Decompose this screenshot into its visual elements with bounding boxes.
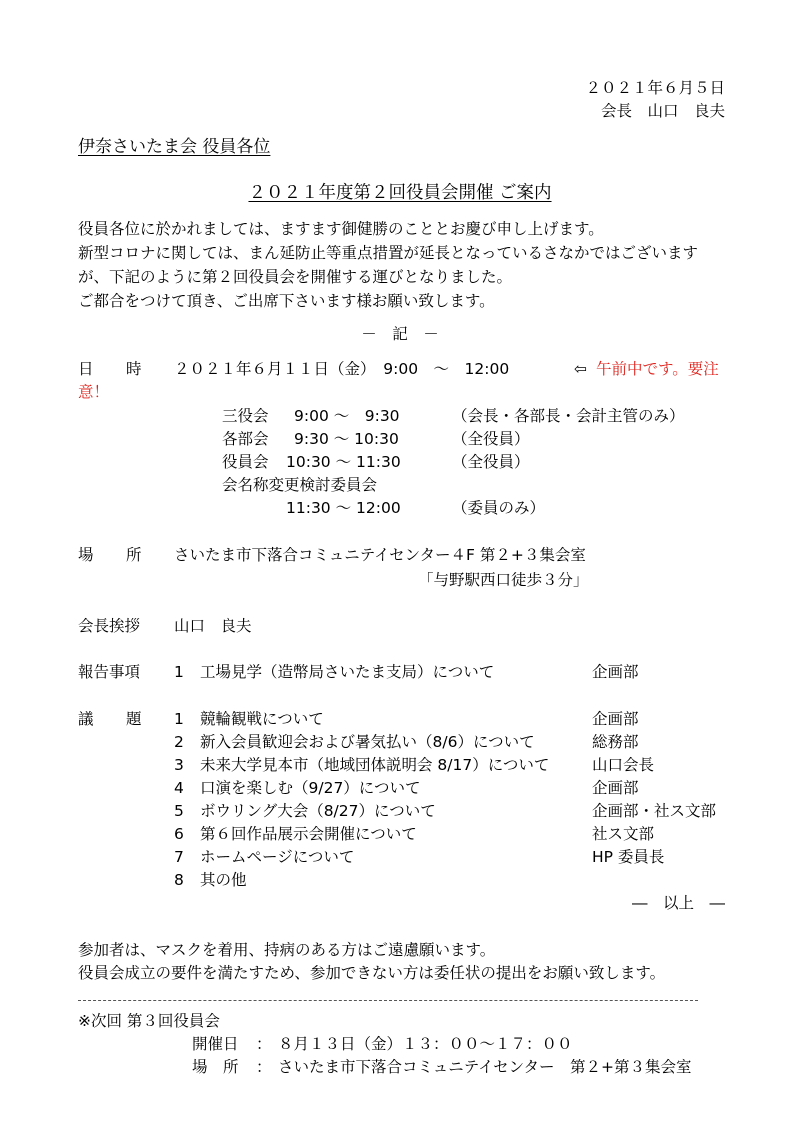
- agenda-text: 競輪観戦について: [200, 710, 324, 728]
- agenda-no: 6: [174, 825, 184, 843]
- place-access: 「与野駅西口徒歩３分」: [418, 571, 589, 589]
- document-title: ２０２１年度第２回役員会開催 ご案内: [248, 183, 552, 203]
- next-heading: ※次回 第３回役員会: [78, 1012, 220, 1030]
- next-date-value: ８月１３日（金）１３：００～１７：００: [278, 1035, 573, 1053]
- schedule-who: （会長・各部長・会計主管のみ）: [452, 407, 685, 425]
- schedule-time: 9:00 ～ 9:30: [294, 407, 400, 425]
- agenda-no: 5: [174, 802, 184, 820]
- agenda-dept: 企画部: [592, 779, 639, 797]
- schedule-who: （委員のみ）: [452, 499, 546, 517]
- agenda-label-2: 題: [126, 710, 142, 728]
- agenda-no: 7: [174, 848, 184, 866]
- schedule-name: 各部会: [222, 430, 269, 448]
- report-text: 工場見学（造幣局さいたま支局）について: [200, 663, 495, 681]
- note-line: 参加者は、マスクを着用、持病のある方はご遠慮願います。: [78, 941, 496, 959]
- agenda-no: 4: [174, 779, 184, 797]
- agenda-text: 未来大学見本市（地域団体説明会 8/17）について: [200, 756, 550, 774]
- agenda-no: 3: [174, 756, 184, 774]
- left-arrow-icon: ⇦: [574, 360, 587, 378]
- agenda-text: 第６回作品展示会開催について: [200, 825, 417, 843]
- agenda-dept: HP 委員長: [592, 848, 665, 866]
- next-place-label: 場 所: [192, 1058, 239, 1076]
- ki-heading: － 記 －: [361, 325, 439, 343]
- agenda-text: ホームページについて: [200, 848, 355, 866]
- intro-line: 新型コロナに関しては、まん延防止等重点措置が延長となっているさなかではございます: [78, 244, 699, 262]
- intro-line: 役員各位に於かれましては、ますます御健勝のこととお慶び申し上げます。: [78, 220, 604, 238]
- datetime-label-2: 時: [126, 360, 142, 378]
- closing-ijou: ― 以上 ―: [631, 894, 725, 912]
- morning-note-cont: 意！: [78, 383, 110, 401]
- next-date-sep: ：: [256, 1035, 272, 1053]
- agenda-dept: 企画部: [592, 710, 639, 728]
- schedule-who: （全役員）: [452, 453, 530, 471]
- document-date: ２０２１年６月５日: [585, 79, 725, 97]
- schedule-who: （全役員）: [452, 430, 530, 448]
- schedule-name: 会名称変更検討委員会: [222, 476, 378, 494]
- agenda-dept: 社ス文部: [592, 825, 655, 843]
- dashed-divider: [78, 1000, 698, 1001]
- agenda-no: 8: [174, 871, 184, 889]
- place-label-1: 場: [78, 546, 94, 564]
- next-date-label: 開催日: [192, 1035, 239, 1053]
- next-place-sep: ：: [256, 1058, 272, 1076]
- greeting-label: 会長挨拶: [78, 617, 141, 635]
- place-value: さいたま市下落合コミュニテイセンター４F 第２+３集会室: [174, 546, 586, 564]
- report-dept: 企画部: [592, 663, 639, 681]
- agenda-text: ボウリング大会（8/27）について: [200, 802, 436, 820]
- agenda-no: 1: [174, 710, 184, 728]
- schedule-time: 9:30 ～ 10:30: [294, 430, 399, 448]
- place-label-2: 所: [126, 546, 142, 564]
- agenda-text: 其の他: [200, 871, 247, 889]
- schedule-time: 10:30 ～ 11:30: [286, 453, 401, 471]
- agenda-label-1: 議: [78, 710, 94, 728]
- agenda-text: 新入会員歓迎会および暑気払い（8/6）について: [200, 733, 535, 751]
- intro-line: ご都合をつけて頂き、ご出席下さいます様お願い致します。: [78, 292, 495, 310]
- note-line: 役員会成立の要件を満たすため、参加できない方は委任状の提出をお願い致します。: [78, 964, 666, 982]
- datetime-value: ２０２１年６月１１日（金） 9:00 ～ 12:00: [174, 360, 510, 378]
- schedule-time: 11:30 ～ 12:00: [286, 499, 401, 517]
- sender-name: 会長 山口 良夫: [600, 102, 725, 120]
- datetime-label-1: 日: [78, 360, 94, 378]
- agenda-text: 口演を楽しむ（9/27）について: [200, 779, 421, 797]
- schedule-name: 三役会: [222, 407, 269, 425]
- agenda-dept: 総務部: [592, 733, 639, 751]
- report-label: 報告事項: [78, 663, 141, 681]
- morning-note: 午前中です。要注: [596, 360, 719, 378]
- schedule-name: 役員会: [222, 453, 269, 471]
- agenda-no: 2: [174, 733, 184, 751]
- agenda-dept: 企画部・社ス文部: [592, 802, 717, 820]
- agenda-dept: 山口会長: [592, 756, 655, 774]
- greeting-value: 山口 良夫: [174, 617, 252, 635]
- next-place-value: さいたま市下落合コミュニテイセンター 第２+第３集会室: [278, 1058, 692, 1076]
- intro-line: が、下記のように第２回役員会を開催する運びとなりました。: [78, 268, 513, 286]
- recipient: 伊奈さいたま会 役員各位: [78, 137, 271, 157]
- report-no: 1: [174, 663, 184, 681]
